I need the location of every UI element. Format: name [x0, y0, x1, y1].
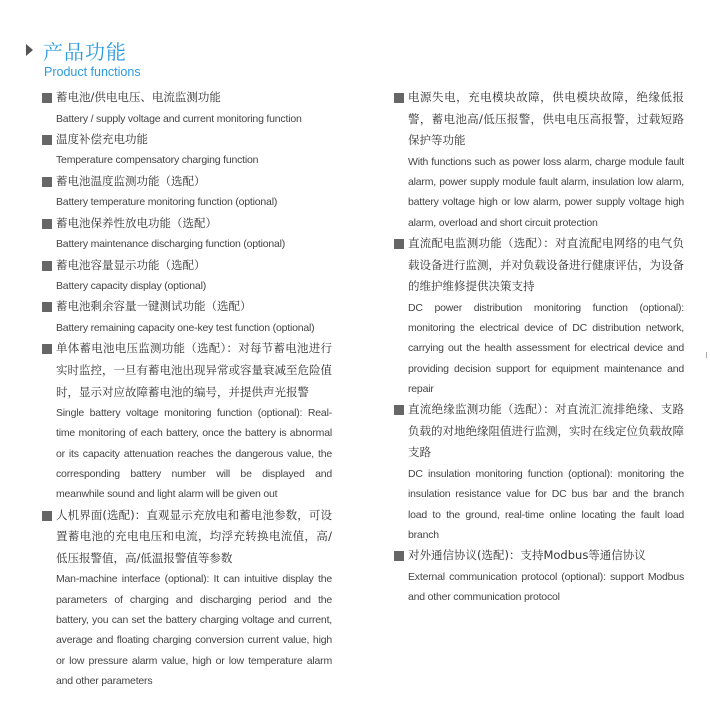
- feature-item: [394, 233, 684, 399]
- feature-en: Battery temperature monitoring function (optional): [56, 196, 278, 209]
- feature-en: Battery / supply voltage and current monitoring function: [56, 112, 302, 125]
- feature-zh: 直流配电监测功能（选配）：对直流配电网络的电气负载设备进行监测，并对负载设备进行健康评估，为设备的维护维修提供决策支持: [408, 235, 684, 294]
- edge-mark: [706, 352, 710, 358]
- square-bullet-icon: [42, 344, 52, 354]
- feature-en: DC power distribution monitoring function (optional): monitoring the electrical device of DC distribution network, carrying out the health assessment for electrical device and providing decision support for equipment maintenance and repair: [408, 301, 684, 395]
- feature-item: [394, 399, 684, 545]
- feature-zh: 蓄电池保养性放电功能（选配）: [56, 215, 217, 230]
- square-bullet-icon: [42, 261, 52, 271]
- square-bullet-icon: [394, 551, 404, 561]
- feature-item: [394, 87, 684, 233]
- square-bullet-icon: [394, 405, 404, 415]
- feature-en: Battery maintenance discharging function (optional): [56, 238, 286, 251]
- feature-item: [42, 255, 332, 297]
- feature-en: Single battery voltage monitoring function (optional): Real-time monitoring of each battery, once the battery is abnormal or its capacity attenuation reaches the dangerous value, the corresponding battery number will be displayed and meanwhile sound and light alarm will be given out: [56, 407, 332, 501]
- feature-item: [394, 545, 684, 607]
- feature-zh: 对外通信协议(选配)：支持Modbus等通信协议: [408, 548, 646, 563]
- feature-en: Battery remaining capacity one-key test function (optional): [56, 322, 315, 335]
- square-bullet-icon: [42, 302, 52, 312]
- feature-zh: 蓄电池容量显示功能（选配）: [56, 257, 206, 272]
- arrow-right-icon: [26, 44, 33, 56]
- feature-item: [42, 171, 332, 213]
- feature-item: [42, 296, 332, 338]
- feature-zh: 直流绝缘监测功能（选配）：对直流汇流排绝缘、支路负载的对地绝缘阻值进行监测，实时在线定位负载故障支路: [408, 402, 684, 460]
- page-title: 产品功能: [43, 40, 127, 64]
- left-feature-list: [42, 87, 332, 691]
- feature-zh: 蓄电池温度监测功能（选配）: [56, 173, 206, 188]
- feature-zh: 单体蓄电池电压监测功能（选配）：对每节蓄电池进行实时监控，一旦有蓄电池出现异常或容量衰减至危险值时，显示对应故障蓄电池的编号，并提供声光报警: [56, 341, 332, 399]
- square-bullet-icon: [42, 135, 52, 145]
- square-bullet-icon: [42, 511, 52, 521]
- feature-en: DC insulation monitoring function (optional): monitoring the insulation resistance value for DC bus bar and the branch load to the ground, real-time online locating the fault load branch: [408, 468, 684, 541]
- square-bullet-icon: [394, 93, 404, 103]
- feature-item: [42, 505, 332, 692]
- square-bullet-icon: [42, 177, 52, 187]
- feature-zh: 蓄电池剩余容量一键测试功能（选配）: [56, 299, 252, 314]
- feature-zh: 人机界面(选配)：直观显示充放电和蓄电池参数，可设置蓄电池的充电电压和电流，均浮充转换电流值，高/低压报警值，高/低温报警值等参数: [56, 507, 332, 565]
- feature-en: External communication protocol (optional): support Modbus and other communication protocol: [408, 570, 684, 604]
- feature-item: [42, 129, 332, 171]
- feature-zh: 电源失电，充电模块故障，供电模块故障，绝缘低报警，蓄电池高/低压报警，供电电压高报警，过载短路保护等功能: [408, 90, 684, 148]
- square-bullet-icon: [394, 239, 404, 249]
- feature-item: [42, 87, 332, 129]
- feature-item: [42, 213, 332, 255]
- square-bullet-icon: [42, 219, 52, 229]
- feature-en: Man-machine interface (optional): It can intuitive display the parameters of charging and discharging period and the battery, you can set the battery charging voltage and current, average and floating charging conversion current value, high or low pressure alarm value, high or low temperature alarm and other parameters: [56, 573, 332, 687]
- feature-item: [42, 338, 332, 504]
- feature-zh: 蓄电池/供电电压、电流监测功能: [56, 90, 221, 104]
- feature-en: Temperature compensatory charging function: [56, 154, 259, 167]
- feature-en: With functions such as power loss alarm, charge module fault alarm, power supply module fault alarm, insulation low alarm, battery voltage high or low alarm, power supply voltage high alarm, overload and short circuit protection: [408, 155, 684, 229]
- square-bullet-icon: [42, 93, 52, 103]
- feature-zh: 温度补偿充电功能: [56, 131, 148, 146]
- feature-en: Battery capacity display (optional): [56, 280, 206, 293]
- page-subtitle: Product functions: [44, 65, 141, 79]
- right-feature-list: [394, 87, 684, 607]
